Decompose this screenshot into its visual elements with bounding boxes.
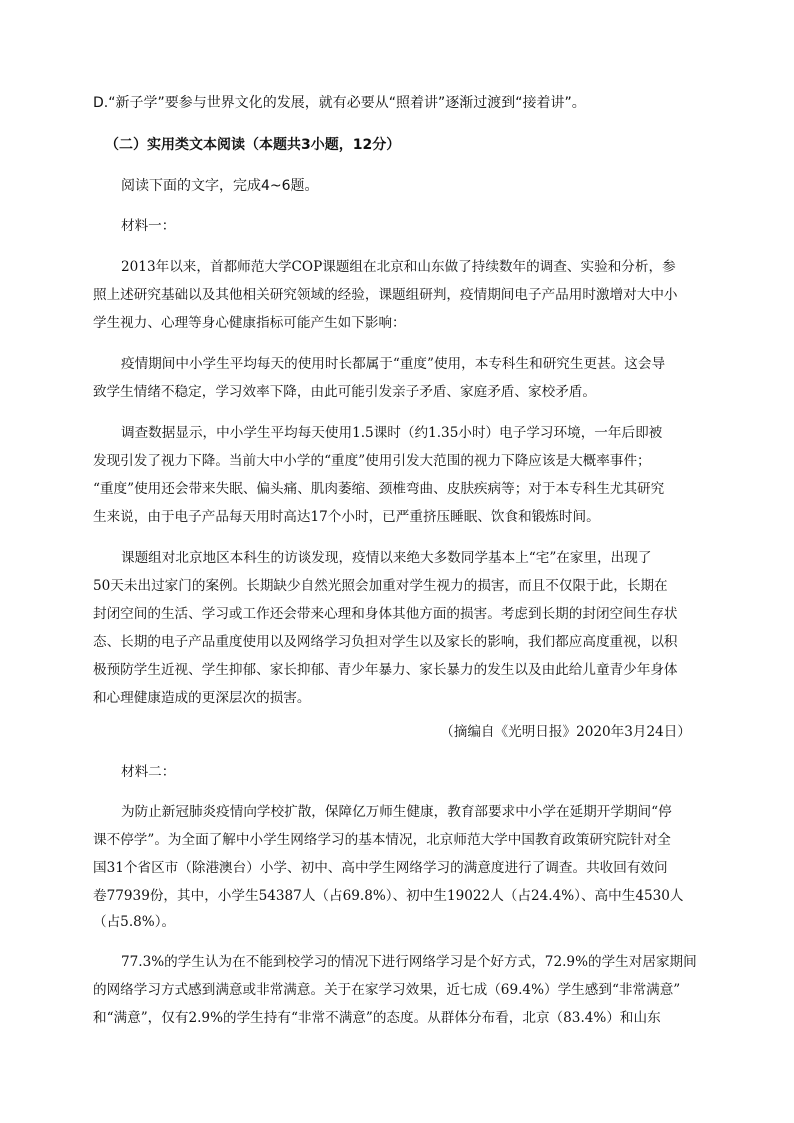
material1-p3-line1: 调查数据显示，中小学生平均每天使用1.5课时（约1.35小时）电子学习环境，一年后即被	[121, 425, 663, 441]
material1-p1-line1: 2013年以来，首都师范大学COP课题组在北京和山东做了持续数年的调查、实验和分析，参	[121, 259, 676, 275]
section-heading: （二）实用类文本阅读（本题共3小题，12分）	[105, 137, 401, 153]
material2-p2-line1: 77.3%的学生认为在不能到校学习的情况下进行网络学习是个好方式，72.9%的学生对居家期间	[121, 954, 697, 970]
material1-p3-line4: 生来说，由于电子产品每天用时高达17个小时，已严重挤压睡眠、饮食和锻炼时间。	[93, 509, 600, 525]
material2-p2-line3: 和“满意”，仅有2.9%的学生持有“非常不满意”的态度。从群体分布看，北京（83.4%）和山东	[93, 1010, 661, 1026]
material2-p1-line1: 为防止新冠肺炎疫情向学校扩散，保障亿万师生健康，教育部要求中小学在延期开学期间“停	[121, 804, 672, 820]
material1-label: 材料一：	[121, 218, 176, 234]
material1-p1-line3: 学生视力、心理等身心健康指标可能产生如下影响：	[93, 315, 406, 331]
material1-p4-line2: 50天未出过家门的案例。长期缺少自然光照会加重对学生视力的损害，而且不仅限于此，长期在	[93, 578, 668, 594]
material2-p1-line5: （占5.8%）。	[93, 914, 176, 930]
material2-label: 材料二：	[121, 764, 176, 780]
material2-p1-line2: 课不停学”。为全面了解中小学生网络学习的基本情况，北京师范大学中国教育政策研究院针对全	[93, 832, 671, 848]
material1-p4-line3: 封闭空间的生活、学习或工作还会带来心理和身体其他方面的损害。考虑到长期的封闭空间生存状	[93, 606, 678, 622]
material1-p4-line4: 态、长期的电子产品重度使用以及网络学习负担对学生以及家长的影响，我们都应高度重视，以积	[93, 634, 678, 650]
material1-p1-line2: 照上述研究基础以及其他相关研究领域的经验，课题组研判，疫情期间电子产品用时激增对大中小	[93, 287, 678, 303]
material2-p1-line4: 卷77939份，其中，小学生54387人（占69.8%）、初中生19022人（占24.4%）、高中生4530人	[93, 888, 684, 904]
option-d: D.“新子学”要参与世界文化的发展，就有必要从“照着讲”逐渐过渡到“接着讲”。	[93, 95, 586, 111]
material1-p2-line2: 致学生情绪不稳定，学习效率下降，由此可能引发亲子矛盾、家庭矛盾、家校矛盾。	[93, 384, 596, 400]
material1-source: （摘编自《光明日报》2020年3月24日）	[440, 724, 691, 740]
material1-p2-line1: 疫情期间中小学生平均每天的使用时长都属于“重度”使用，本专科生和研究生更甚。这会导	[121, 356, 666, 372]
material1-p3-line2: 发现引发了视力下降。当前大中小学的“重度”使用引发大范围的视力下降应该是大概率事件；	[93, 453, 651, 469]
material1-p4-line1: 课题组对北京地区本科生的访谈发现，疫情以来绝大多数同学基本上“宅”在家里，出现了	[121, 550, 652, 566]
material1-p4-line6: 和心理健康造成的更深层次的损害。	[93, 690, 311, 706]
material2-p1-line3: 国31个省区市（除港澳台）小学、初中、高中学生网络学习的满意度进行了调查。共收回有效问	[93, 860, 668, 876]
material1-p3-line3: “重度”使用还会带来失眠、偏头痛、肌肉萎缩、颈椎弯曲、皮肤疾病等；对于本专科生尤其研究	[93, 481, 665, 497]
material2-p2-line2: 的网络学习方式感到满意或非常满意。关于在家学习效果，近七成（69.4%）学生感到“非常满意”	[93, 982, 681, 998]
instruction: 阅读下面的文字，完成4~6题。	[121, 178, 319, 194]
material1-p4-line5: 极预防学生近视、学生抑郁、家长抑郁、青少年暴力、家长暴力的发生以及由此给儿童青少年身体	[93, 662, 678, 678]
